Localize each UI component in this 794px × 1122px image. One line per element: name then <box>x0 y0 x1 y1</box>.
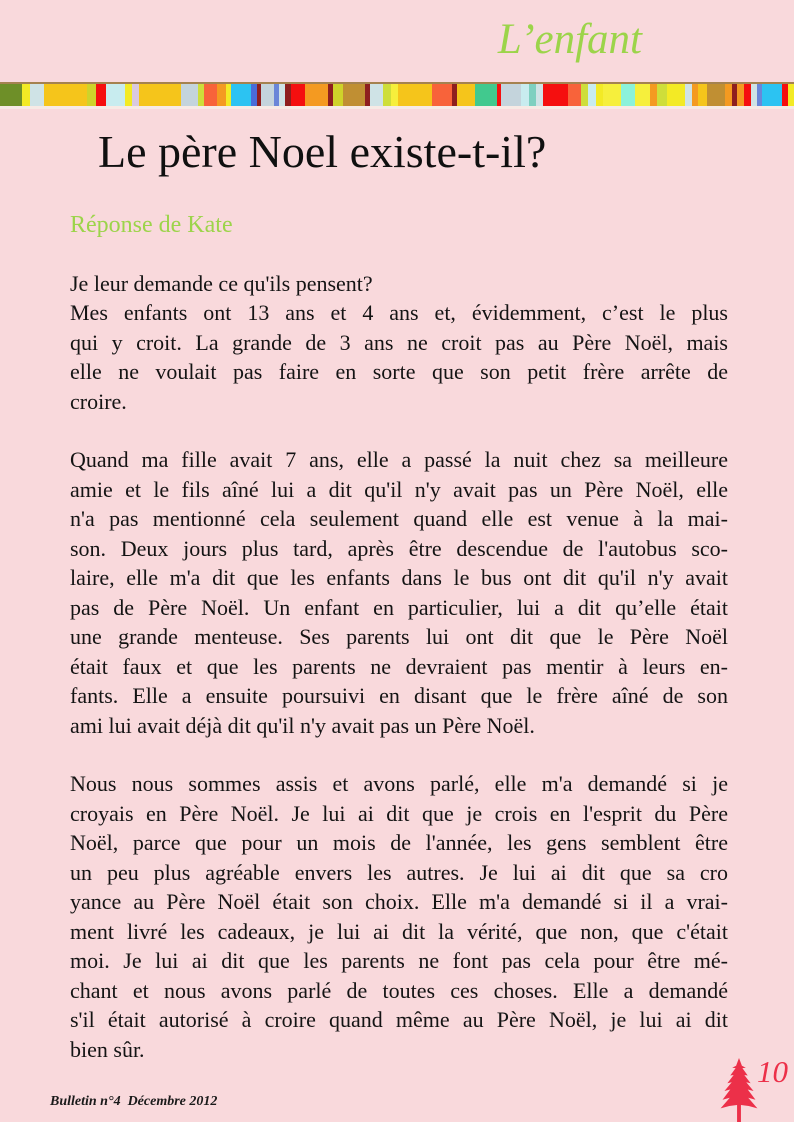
article-title: Le père Noel existe-t-il? <box>98 126 547 177</box>
text-line: s'il était autorisé à croire quand même au Père Noël, je lui ai dit <box>70 1007 728 1033</box>
stripe <box>698 84 707 106</box>
stripe <box>181 84 198 106</box>
text-line: Nous nous sommes assis et avons parlé, elle m'a demandé si je <box>70 771 728 797</box>
stripe <box>650 84 657 106</box>
stripe <box>231 84 251 106</box>
stripe <box>568 84 581 106</box>
text-line: qui y croit. La grande de 3 ans ne croit pas au Père Noël, mais <box>70 329 728 355</box>
stripe <box>725 84 732 106</box>
stripe <box>635 84 650 106</box>
stripe <box>603 84 621 106</box>
stripe <box>521 84 529 106</box>
stripe <box>737 84 745 106</box>
stripe <box>657 84 667 106</box>
masthead-title: L’enfant <box>497 16 642 63</box>
stripe <box>457 84 475 106</box>
stripe <box>30 84 44 106</box>
text-line: Mes enfants ont 13 ans et 4 ans et, évidemment, c’est le plus <box>70 300 728 326</box>
text-line: laire, elle m'a dit que les enfants dans le bus ont dit qu'il n'y avait <box>70 565 728 591</box>
text-line: n'a pas mentionné cela seulement quand elle est venue à la mai- <box>70 506 728 532</box>
stripe <box>529 84 536 106</box>
text-line: une grande menteuse. Ses parents lui ont dit que le Père Noël <box>70 624 728 650</box>
stripe <box>96 84 106 106</box>
text-line: bien sûr. <box>70 1036 145 1062</box>
paragraph <box>70 769 728 1064</box>
stripe <box>87 84 96 106</box>
stripe <box>333 84 343 106</box>
text-line: chant et nous avons parlé de toutes ces choses. Elle a demandé <box>70 977 728 1003</box>
stripe <box>106 84 125 106</box>
text-line: était faux et que les parents ne devraient pas mentir à leurs en- <box>70 653 728 679</box>
stripe <box>22 84 30 106</box>
text-line: ment livré les cadeaux, je lui ai dit la vérité, que non, que c'était <box>70 918 728 944</box>
text-line: Je leur demande ce qu'ils pensent? <box>70 270 373 296</box>
stripe <box>475 84 497 106</box>
stripe <box>139 84 182 106</box>
text-line: son. Deux jours plus tard, après être descendue de l'autobus sco- <box>70 535 728 561</box>
stripe <box>596 84 603 106</box>
stripe <box>370 84 383 106</box>
stripe <box>217 84 226 106</box>
text-line: croyais en Père Noël. Je lui ai dit que je crois en l'esprit du Père <box>70 800 728 826</box>
text-line: ami lui avait déjà dit qu'il n'y avait pas un Père Noël. <box>70 712 535 738</box>
stripe <box>581 84 588 106</box>
article-subtitle: Réponse de Kate <box>70 211 233 238</box>
text-line: croire. <box>70 388 127 414</box>
stripe <box>501 84 522 106</box>
text-line: pas de Père Noël. Un enfant en particulier, lui a dit qu’elle était <box>70 594 728 620</box>
stripe <box>291 84 305 106</box>
stripe <box>44 84 88 106</box>
text-line: fants. Elle a ensuite poursuivi en disant que le frère aîné de son <box>70 683 728 709</box>
text-line: yance au Père Noël était son choix. Elle m'a demandé si il a vrai- <box>70 889 728 915</box>
stripe <box>279 84 286 106</box>
text-line: Quand ma fille avait 7 ans, elle a passé la nuit chez sa meilleure <box>70 447 728 473</box>
stripe <box>762 84 782 106</box>
stripe <box>744 84 751 106</box>
stripe <box>432 84 452 106</box>
stripe <box>204 84 217 106</box>
paragraph <box>70 445 728 740</box>
stripe-bar <box>0 82 794 109</box>
text-line: Noël, parce que pour un mois de l'année, les gens semblent être <box>70 830 728 856</box>
footer-bulletin-info: Bulletin n°4 Décembre 2012 <box>50 1094 218 1109</box>
page-number: 10 <box>757 1054 788 1089</box>
stripe <box>343 84 365 106</box>
stripe <box>261 84 274 106</box>
stripe <box>0 84 22 106</box>
stripe <box>391 84 398 106</box>
stripe <box>383 84 391 106</box>
text-line: moi. Je lui ai dit que les parents ne font pas cela pour être mé- <box>70 948 728 974</box>
stripe <box>536 84 543 106</box>
stripe <box>707 84 725 106</box>
text-line: un peu plus agréable envers les autres. Je lui ai dit que sa cro <box>70 859 728 885</box>
text-line: elle ne voulait pas faire en sorte que son petit frère arrête de <box>70 359 728 385</box>
stripe <box>788 84 794 106</box>
stripe <box>621 84 636 106</box>
stripe <box>132 84 139 106</box>
stripe <box>543 84 568 106</box>
paragraph <box>70 269 728 417</box>
stripe <box>398 84 433 106</box>
text-line: amie et le fils aîné lui a dit qu'il n'y avait pas un Père Noël, elle <box>70 476 728 502</box>
christmas-tree-icon <box>717 1058 761 1122</box>
stripe <box>588 84 596 106</box>
stripe <box>305 84 328 106</box>
article-body <box>70 269 728 1065</box>
stripe <box>685 84 692 106</box>
stripe <box>125 84 132 106</box>
stripe <box>667 84 685 106</box>
